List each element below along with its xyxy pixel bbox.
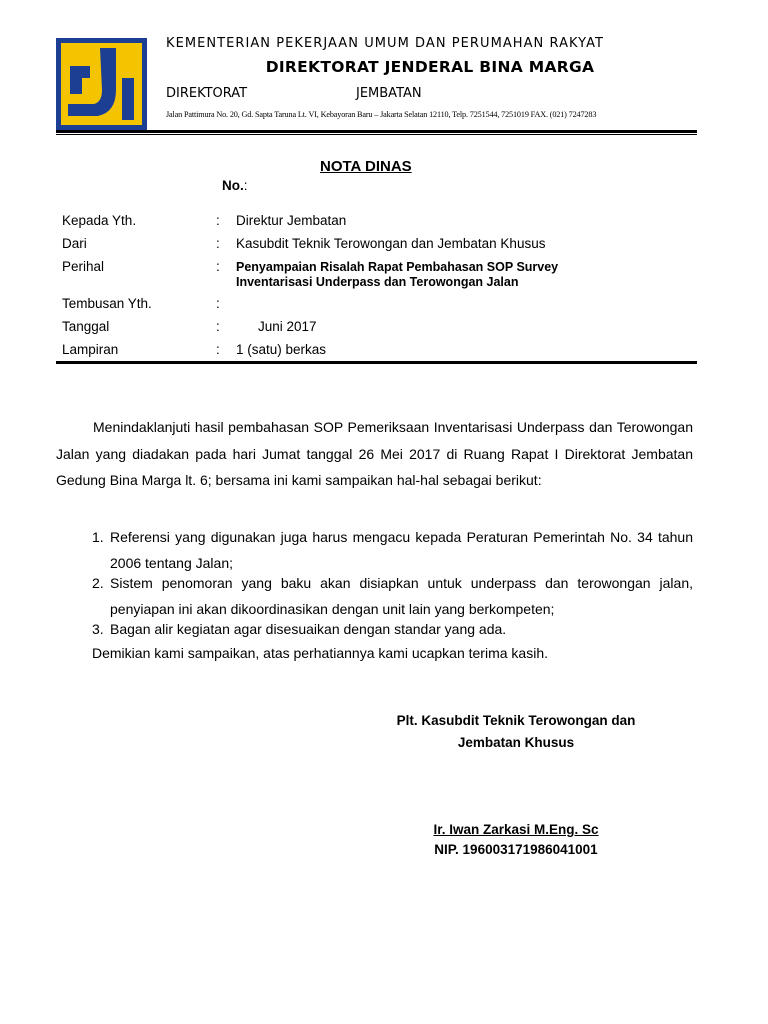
signatory-position xyxy=(356,710,676,754)
signatory-position-line-1: Plt. Kasubdit Teknik Terowongan dan xyxy=(396,713,636,728)
directorate-label: DIREKTORAT xyxy=(166,86,248,101)
list-item xyxy=(92,570,693,622)
signatory-name: Ir. Iwan Zarkasi M.Eng. Sc xyxy=(433,822,599,837)
header-rule xyxy=(56,361,697,364)
list-item-text: Referensi yang digunakan juga harus mengacu kepada Peraturan Pemerintah No. 34 tahun 2006 tentang Jalan; xyxy=(110,529,693,571)
ministry-name: KEMENTERIAN PEKERJAAN UMUM DAN PERUMAHAN RAKYAT xyxy=(166,36,605,51)
number-separator: : xyxy=(243,178,248,193)
header-colon: : xyxy=(216,213,220,228)
header-value-attachment: 1 (satu) berkas xyxy=(236,342,327,357)
signatory-position-line-2: Jembatan Khusus xyxy=(457,735,575,750)
directorate-unit: JEMBATAN xyxy=(356,86,422,101)
directorate-general-name: DIREKTORAT JENDERAL BINA MARGA xyxy=(265,58,595,76)
letterhead-rule-thin xyxy=(56,134,697,135)
header-colon: : xyxy=(216,296,220,311)
header-label-date: Tanggal xyxy=(62,319,110,334)
list-item xyxy=(92,616,693,642)
header-colon: : xyxy=(216,342,220,357)
header-value-from: Kasubdit Teknik Terowongan dan Jembatan Khusus xyxy=(236,236,546,251)
list-item-number: 3. xyxy=(92,621,104,637)
closing-sentence: Demikian kami sampaikan, atas perhatiannya kami ucapkan terima kasih. xyxy=(92,645,548,661)
header-value-to: Direktur Jembatan xyxy=(236,213,347,228)
letterhead-rule xyxy=(56,130,697,133)
body-list xyxy=(92,524,693,636)
list-item xyxy=(92,524,693,576)
subject-line-1: Penyampaian Risalah Rapat Pembahasan SOP Survey xyxy=(236,260,559,274)
list-item-text: Bagan alir kegiatan agar disesuaikan dengan standar yang ada. xyxy=(110,621,507,637)
header-label-subject: Perihal xyxy=(62,259,105,274)
letterhead-address: Jalan Pattimura No. 20, Gd. Sapta Taruna Lt. VI, Kebayoran Baru – Jakarta Selatan 12110, Telp. 7251544, 7251019 FAX. (021) 7247283 xyxy=(166,110,597,119)
list-item-number: 1. xyxy=(92,529,104,545)
number-label: No. xyxy=(222,178,244,193)
body-intro-paragraph: Menindaklanjuti hasil pembahasan SOP Pemeriksaan Inventarisasi Underpass dan Terowongan Jalan yang diadakan pada hari Jumat tanggal 26 Mei 2017 di Ruang Rapat I Direktorat Jembatan Gedung Bina Marga lt. 6; bersama ini kami sampaikan hal-hal sebagai berikut: xyxy=(56,419,693,488)
header-colon: : xyxy=(216,236,220,251)
header-colon: : xyxy=(216,259,220,274)
header-colon: : xyxy=(216,319,220,334)
header-value-subject xyxy=(236,260,558,290)
document-number xyxy=(222,178,248,193)
header-label-attachment: Lampiran xyxy=(62,342,119,357)
header-value-date: Juni 2017 xyxy=(258,319,317,334)
document-title: NOTA DINAS xyxy=(320,158,412,175)
subject-line-2: Inventarisasi Underpass dan Terowongan Jalan xyxy=(236,275,519,289)
header-label-cc: Tembusan Yth. xyxy=(62,296,152,311)
list-item-text: Sistem penomoran yang baku akan disiapkan untuk underpass dan terowongan jalan, penyiapan ini akan dikoordinasikan dengan unit lain yang berkompeten; xyxy=(110,575,693,617)
header-label-from: Dari xyxy=(62,236,87,251)
ministry-logo xyxy=(56,38,147,130)
header-label-to: Kepada Yth. xyxy=(62,213,137,228)
list-item-number: 2. xyxy=(92,575,104,591)
signatory-nip: NIP. 196003171986041001 xyxy=(434,842,598,857)
